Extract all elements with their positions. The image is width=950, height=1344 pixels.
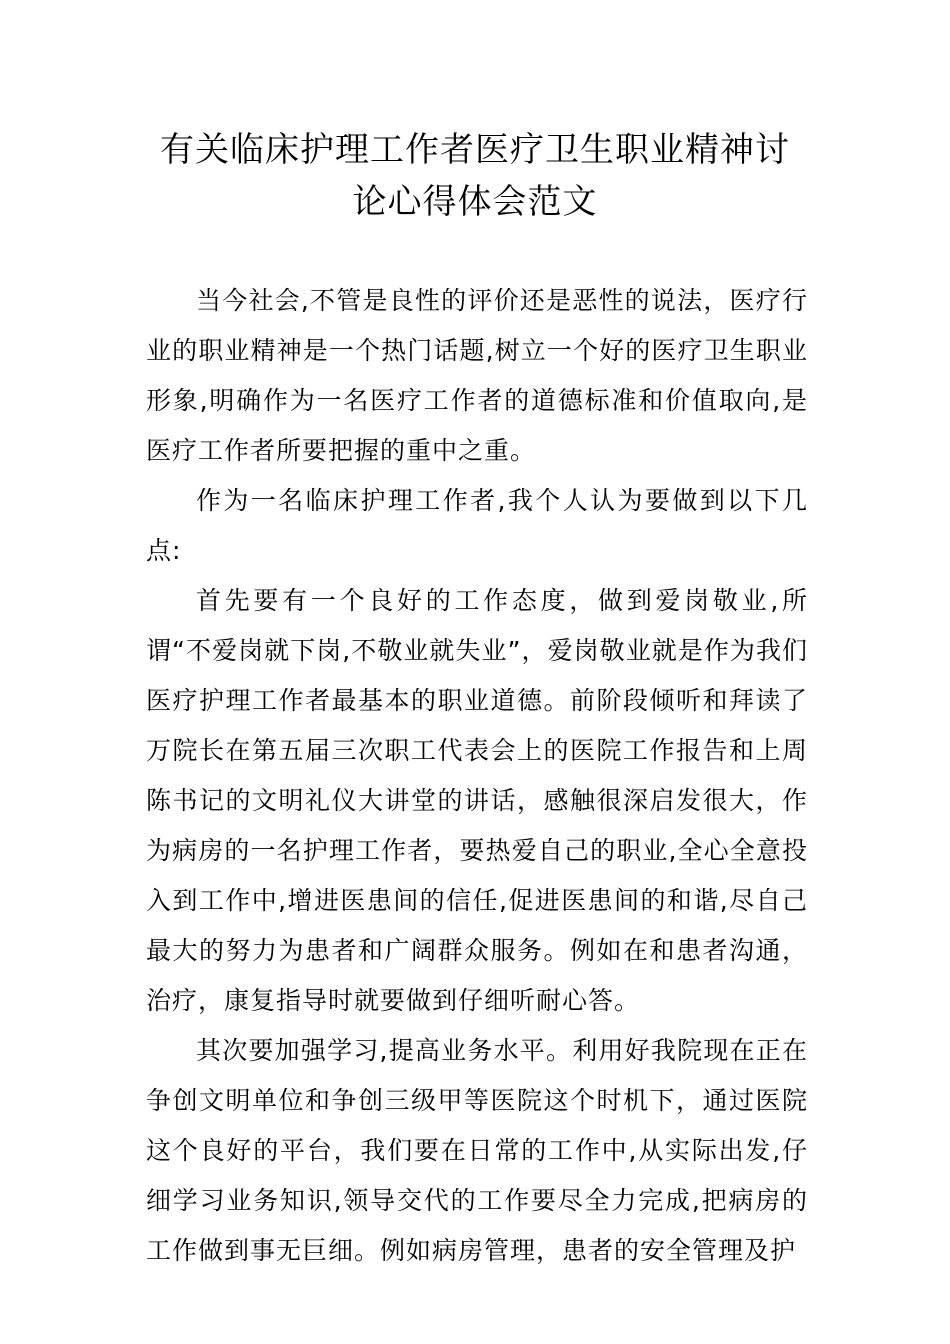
paragraph-points-lead: 作为一名临床护理工作者,我个人认为要做到以下几点: <box>146 486 808 565</box>
paragraph-first-point: 首先要有一个良好的工作态度，做到爱岗敬业,所谓“不爱岗就下岗,不敬业就失业”，爱岗敬业就是作为我们医疗护理工作者最基本的职业道德。前阶段倾听和拜读了万院长在第五届三次职工代表会上的医院工作报告和上周陈书记的文明礼仪大讲堂的讲话，感触很深启发很大，作为病房的一名护理工作者，要热爱自己的职业,全心全意投入到工作中,增进医患间的信任,促进医患间的和谐,尽自己最大的努力为患者和广阔群众服务。例如在和患者沟通，治疗，康复指导时就要做到仔细听耐心答。 <box>146 586 808 1015</box>
paragraph-second-point: 其次要加强学习,提高业务水平。利用好我院现在正在争创文明单位和争创三级甲等医院这个时机下，通过医院这个良好的平台，我们要在日常的工作中,从实际出发,仔细学习业务知识,领导交代的工作要尽全力完成,把病房的工作做到事无巨细。例如病房管理，患者的安全管理及护 <box>146 1036 808 1265</box>
document-title <box>140 124 810 228</box>
document-body <box>146 276 808 1276</box>
paragraph-intro: 当今社会,不管是良性的评价还是恶性的说法，医疗行业的职业精神是一个热门话题,树立一个好的医疗卫生职业形象,明确作为一名医疗工作者的道德标准和价值取向,是医疗工作者所要把握的重中之重。 <box>146 286 808 465</box>
title-line-1: 有关临床护理工作者医疗卫生职业精神讨 <box>160 130 790 170</box>
title-line-2: 论心得体会范文 <box>352 182 598 222</box>
